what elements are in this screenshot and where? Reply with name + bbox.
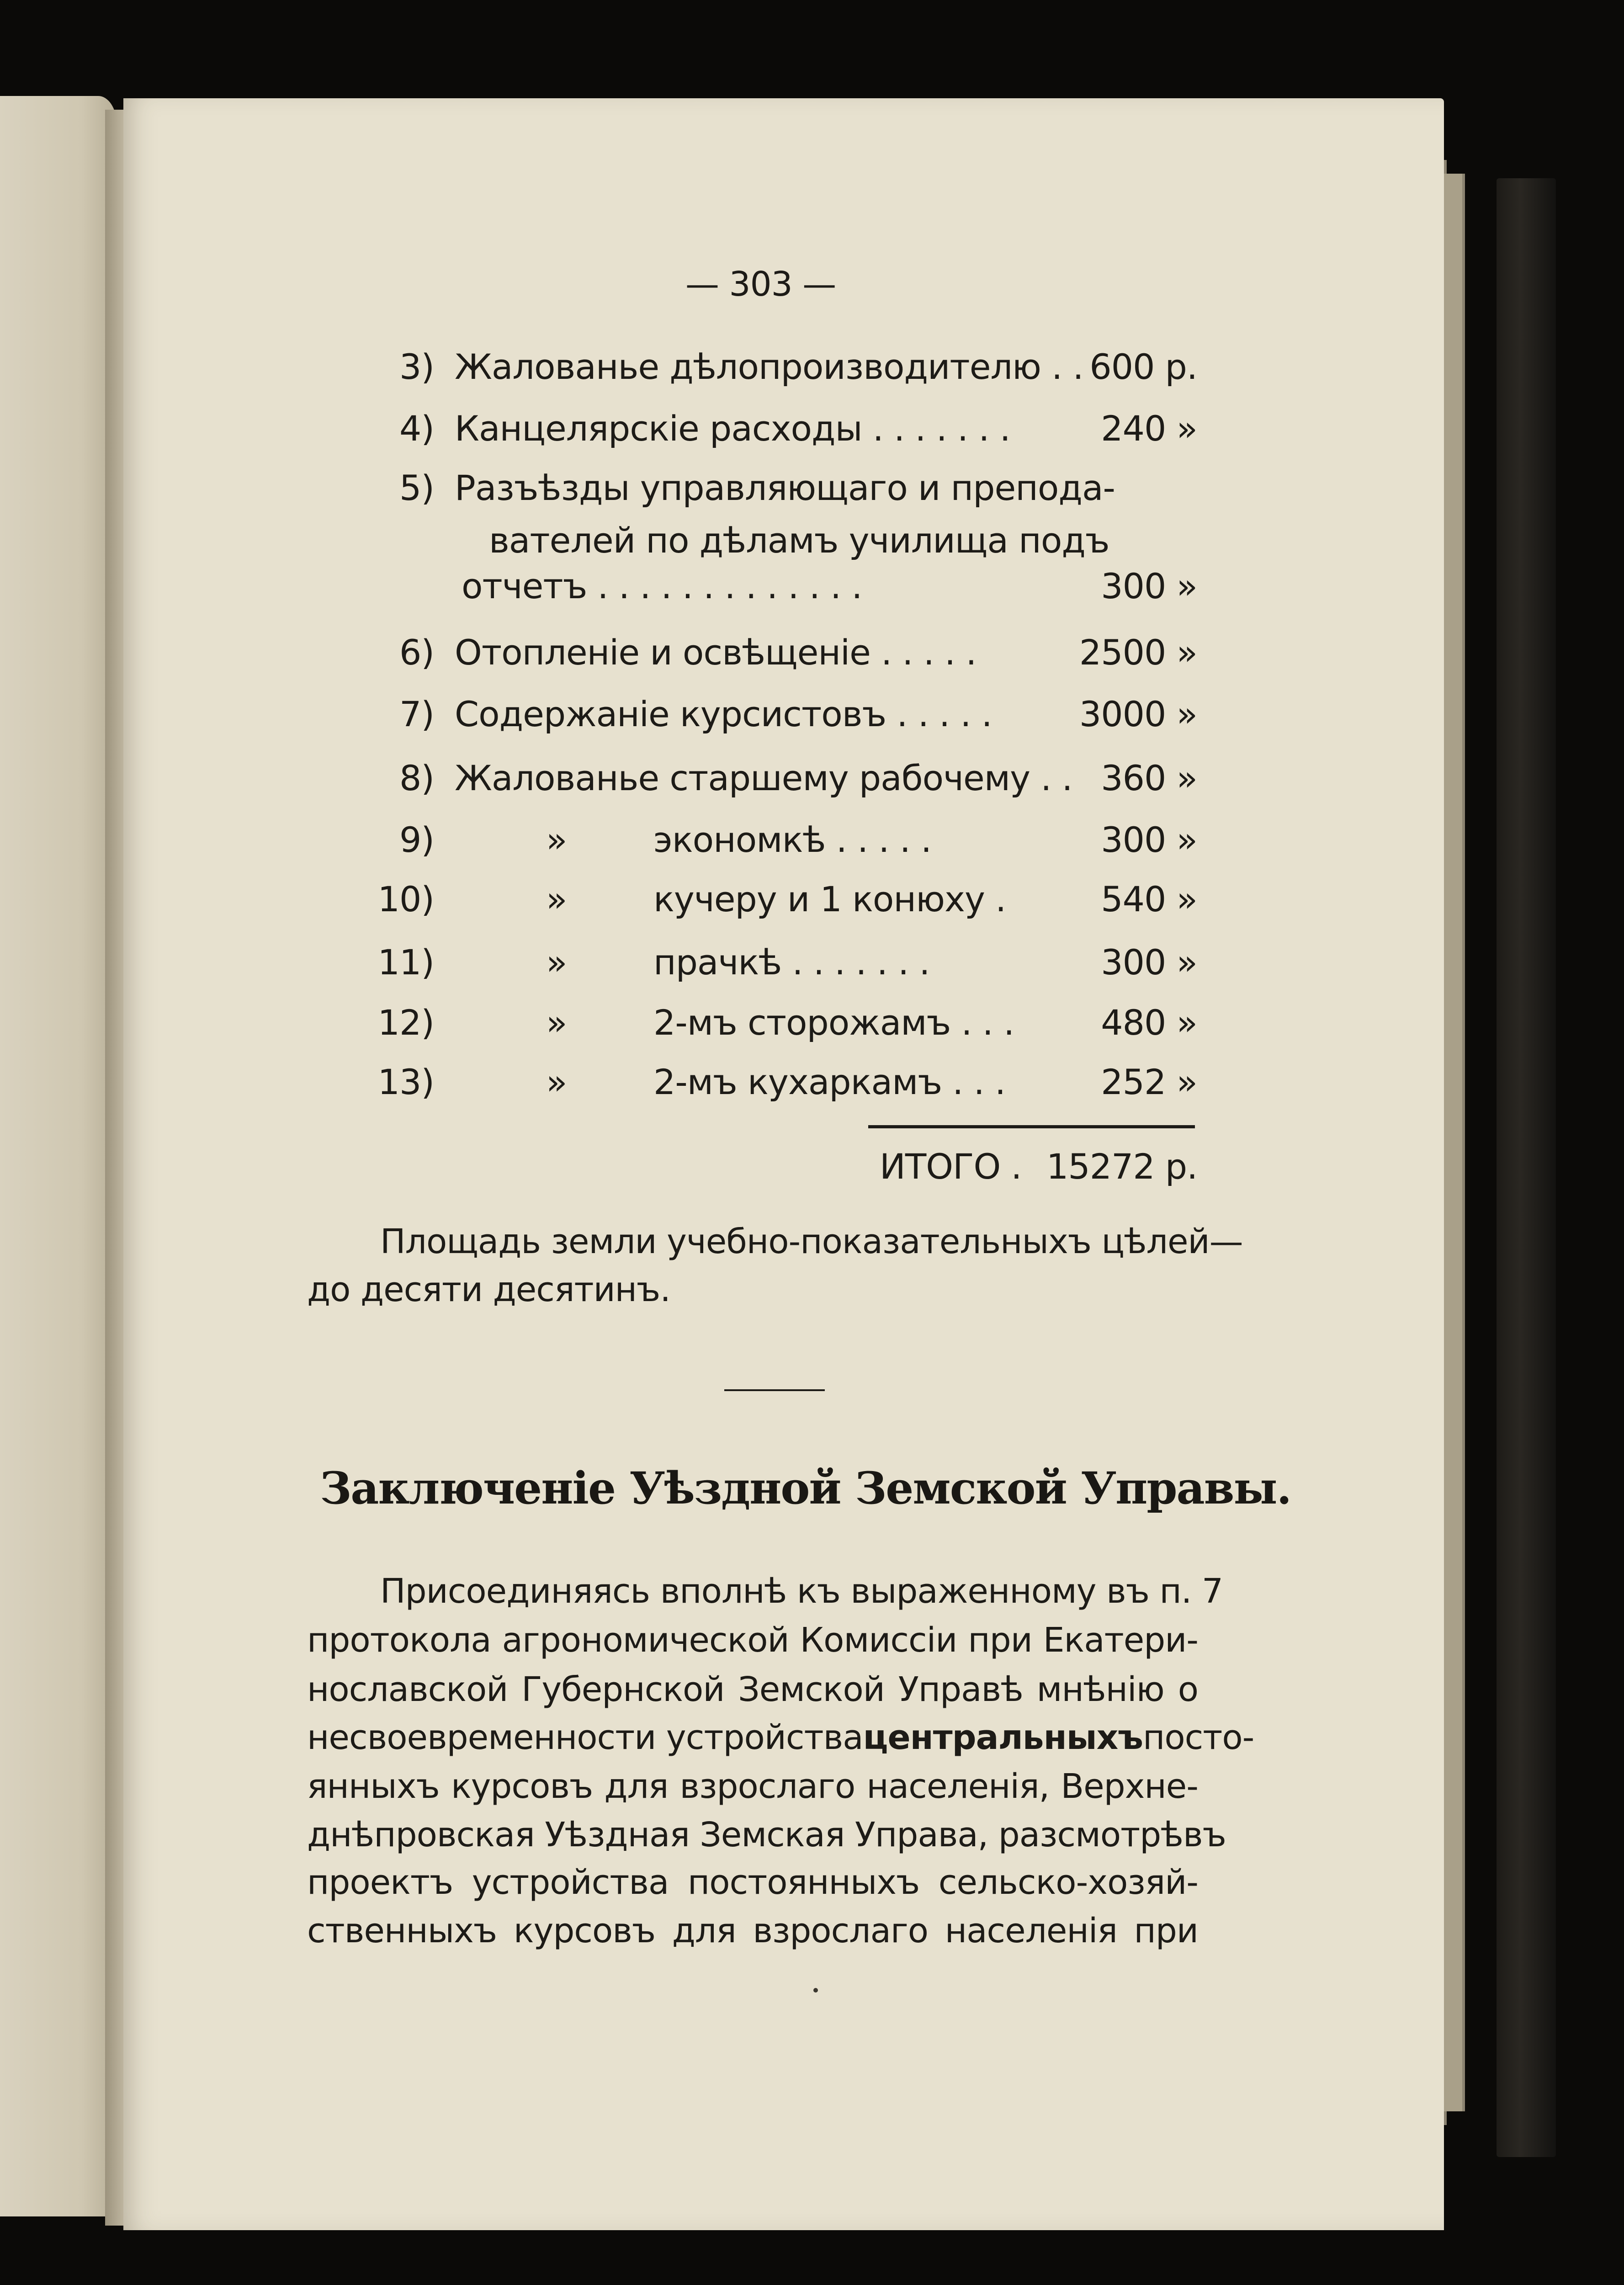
- item-amount: 300 »: [1101, 819, 1197, 860]
- paragraph-line: [307, 1718, 1254, 1757]
- paragraph-line: протокола агрономической Комиссіи при Екатери-: [307, 1621, 1198, 1660]
- paper-speck: [813, 1988, 818, 1993]
- item-number: 9): [399, 819, 434, 860]
- ditto-mark: »: [546, 1062, 567, 1102]
- total-rule: [868, 1125, 1195, 1128]
- item-number: 10): [377, 879, 434, 919]
- ditto-mark: »: [546, 1002, 567, 1043]
- item-text: Канцелярскіе расходы . . . . . . .: [455, 408, 1010, 449]
- paragraph-line: янныхъ курсовъ для взрослаго населенія, Верхне-: [307, 1767, 1198, 1806]
- item-number: 7): [399, 694, 434, 734]
- line-part: посто-: [1142, 1718, 1254, 1757]
- paragraph-line: днѣпровская Уѣздная Земская Управа, разсмотрѣвъ: [307, 1815, 1226, 1855]
- ditto-mark: »: [546, 819, 567, 860]
- paragraph-line: ственныхъ курсовъ для взрослаго населенія при: [307, 1911, 1198, 1950]
- land-note-line-2: до десяти десятинъ.: [307, 1270, 670, 1309]
- paragraph-line: Присоединяясь вполнѣ къ выраженному въ п. 7: [380, 1572, 1223, 1611]
- item-number: 8): [399, 758, 434, 798]
- item-amount: 3000 »: [1079, 694, 1197, 734]
- paragraph-line: нославской Губернской Земской Управѣ мнѣнію о: [307, 1670, 1198, 1709]
- item-text: отчетъ . . . . . . . . . . . . .: [462, 566, 862, 606]
- item-text: экономкѣ . . . . .: [653, 819, 932, 860]
- item-text: Отопленіе и освѣщеніе . . . . .: [455, 632, 977, 673]
- item-text: Разъѣзды управляющаго и препода-: [455, 468, 1115, 508]
- left-page-edge: [0, 96, 117, 2216]
- paragraph-line: проектъ устройства постоянныхъ сельско-хозяй-: [307, 1863, 1198, 1902]
- item-amount: 480 »: [1101, 1002, 1197, 1043]
- land-note-line-1: Площадь земли учебно-показательныхъ цѣлей—: [380, 1222, 1243, 1261]
- item-text: вателей по дѣламъ училища подъ: [489, 520, 1109, 561]
- item-text: прачкѣ . . . . . . .: [653, 942, 930, 983]
- item-amount: 600 р.: [1089, 346, 1197, 387]
- item-number: 12): [377, 1002, 434, 1043]
- item-text: 2-мъ кухаркамъ . . .: [653, 1062, 1006, 1102]
- item-number: 13): [377, 1062, 434, 1102]
- item-amount: 2500 »: [1079, 632, 1197, 673]
- total-label: ИТОГО .: [880, 1146, 1022, 1187]
- item-number: 4): [399, 408, 434, 449]
- item-text: 2-мъ сторожамъ . . .: [653, 1002, 1014, 1043]
- item-text: кучеру и 1 конюху .: [653, 879, 1006, 919]
- section-divider: [724, 1389, 825, 1391]
- item-number: 11): [377, 942, 434, 983]
- item-text: Содержаніе курсистовъ . . . . .: [455, 694, 992, 734]
- item-amount: 360 »: [1101, 758, 1197, 798]
- page-number: — 303 —: [685, 265, 836, 304]
- item-amount: 252 »: [1101, 1062, 1197, 1102]
- item-amount: 300 »: [1101, 566, 1197, 606]
- ditto-mark: »: [546, 942, 567, 983]
- total-amount: 15272 р.: [1046, 1146, 1198, 1187]
- item-number: 5): [399, 468, 434, 508]
- bold-word: центральныхъ: [863, 1718, 1143, 1757]
- item-number: 6): [399, 632, 434, 673]
- ditto-mark: »: [546, 879, 567, 919]
- line-part: несвоевременности устройства: [307, 1718, 863, 1757]
- item-amount: 300 »: [1101, 942, 1197, 983]
- section-heading: Заключеніе Уѣздной Земской Управы.: [320, 1462, 1291, 1514]
- item-number: 3): [399, 346, 434, 387]
- item-amount: 240 »: [1101, 408, 1197, 449]
- item-text: Жалованье старшему рабочему . .: [455, 758, 1072, 798]
- item-text: Жалованье дѣлопроизводителю . .: [455, 346, 1083, 387]
- item-amount: 540 »: [1101, 879, 1197, 919]
